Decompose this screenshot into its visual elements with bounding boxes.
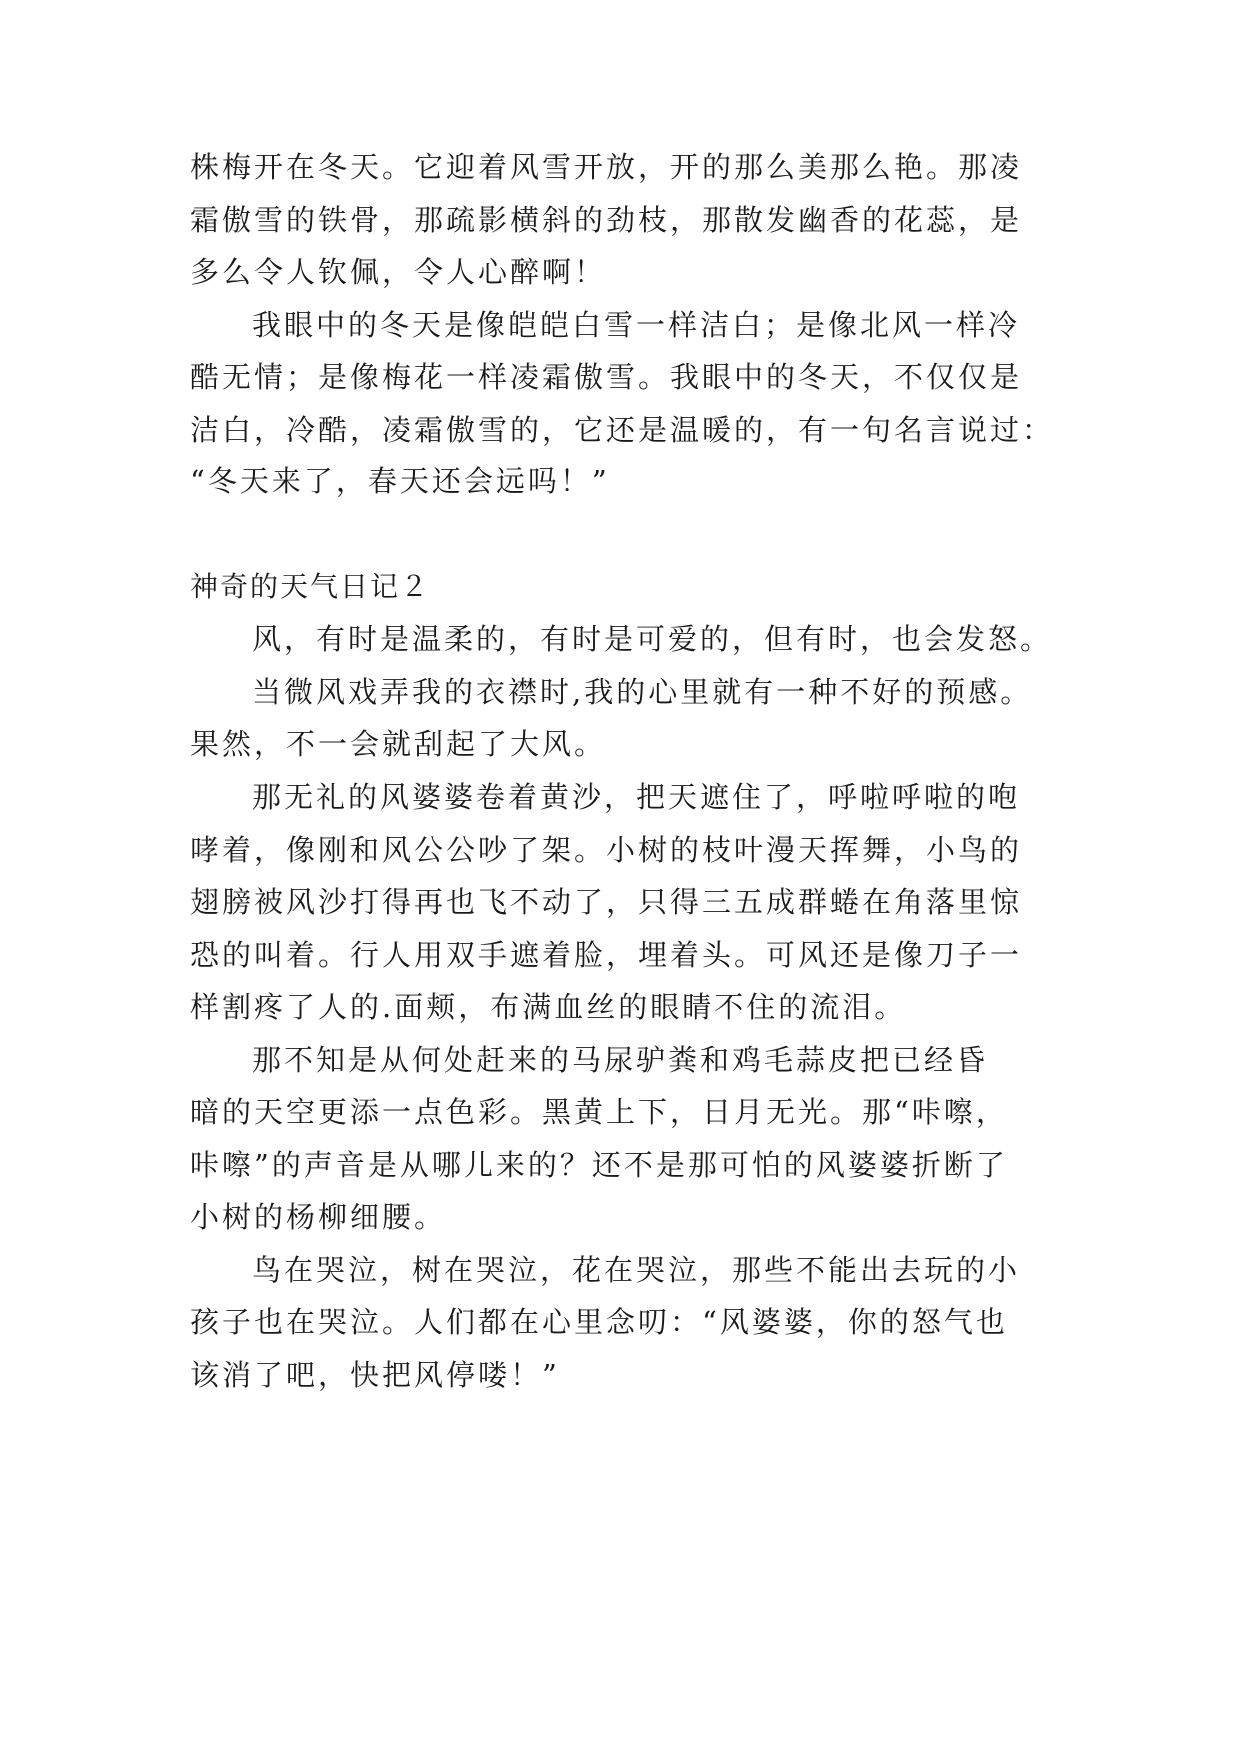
paragraph-line: 翅膀被风沙打得再也飞不动了，只得三五成群蜷在角落里惊: [190, 885, 1023, 919]
paragraph-line: 哮着，像刚和风公公吵了架。小树的枝叶漫天挥舞，小鸟的: [190, 833, 1023, 867]
paragraph-line: “冬天来了，春天还会远吗！”: [190, 464, 610, 498]
paragraph-line: 那不知是从何处赶来的马尿驴粪和鸡毛蒜皮把已经昏: [252, 1043, 989, 1077]
paragraph-line: 鸟在哭泣，树在哭泣，花在哭泣，那些不能出去玩的小: [252, 1253, 1021, 1287]
paragraph-line: 果然，不一会就刮起了大风。: [190, 727, 607, 761]
section-title: 神奇的天气日记２: [190, 570, 431, 603]
paragraph-line: 霜傲雪的铁骨，那疏影横斜的劲枝，那散发幽香的花蕊，是: [190, 203, 1023, 237]
paragraph-line: 酷无情；是像梅花一样凌霜傲雪。我眼中的冬天，不仅仅是: [190, 360, 1023, 394]
paragraph-line: 那无礼的风婆婆卷着黄沙，把天遮住了，呼啦呼啦的咆: [252, 780, 1021, 814]
paragraph-line: 样割疼了人的.面颊，布满血丝的眼睛不住的流泪。: [190, 990, 907, 1024]
paragraph-line: 小树的杨柳细腰。: [190, 1200, 447, 1234]
paragraph-line: 洁白，冷酷，凌霜傲雪的，它还是温暖的，有一句名言说过：: [190, 413, 1055, 447]
paragraph-line: 我眼中的冬天是像皑皑白雪一样洁白；是像北风一样冷: [252, 308, 1021, 342]
paragraph-line: 孩子也在哭泣。人们都在心里念叨：“风婆婆，你的怒气也: [190, 1305, 1008, 1339]
paragraph-line: 该消了吧，快把风停喽！”: [190, 1358, 560, 1392]
paragraph-line: 株梅开在冬天。它迎着风雪开放，开的那么美那么艳。那凌: [190, 150, 1023, 184]
paragraph-line: 多么令人钦佩，令人心醉啊！: [190, 255, 607, 289]
paragraph-line: 当微风戏弄我的衣襟时,我的心里就有一种不好的预感。: [252, 675, 1033, 709]
paragraph-line: 暗的天空更添一点色彩。黑黄上下，日月无光。那“咔嚓，: [190, 1095, 1008, 1129]
paragraph-line: 咔嚓”的声音是从哪儿来的？还不是那可怕的风婆婆折断了: [190, 1148, 1008, 1182]
paragraph-line: 风，有时是温柔的，有时是可爱的，但有时，也会发怒。: [252, 622, 1053, 656]
paragraph-line: 恐的叫着。行人用双手遮着脸，埋着头。可风还是像刀子一: [190, 938, 1023, 972]
